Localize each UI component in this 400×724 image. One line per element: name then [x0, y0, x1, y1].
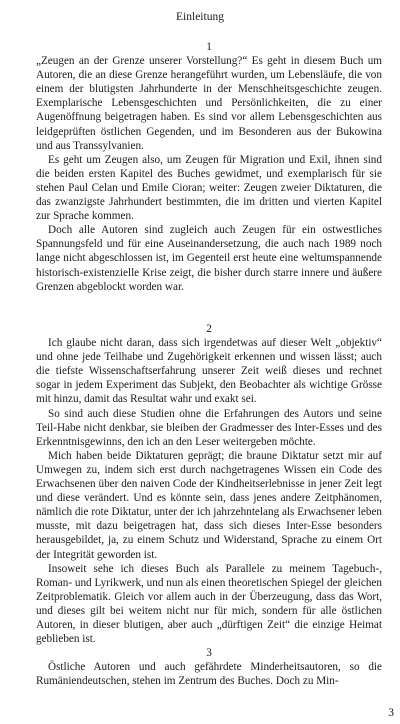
- running-head: Einleitung: [176, 11, 224, 23]
- paragraph: „Zeugen an der Grenze unserer Vorstellung?“ Es geht in diesem Buch um Autoren, die an diese Grenze herangeführt wurden, um Lebensläufe, die von einem der blutigsten Jahrhunderte in der Menschheitsgeschichte zeugen. Exemplarische Lebensgeschichten und Persönlichkeiten, die zu einer Augenöffnung beigetragen haben. Es sind vor allem Lebensgeschichten aus leidgeprüften östlichen Gegenden, und im Besonderen aus der Bukowina und aus Transsylvanien.: [36, 55, 382, 152]
- paragraph: Ich glaube nicht daran, dass sich irgendetwas auf dieser Welt „objektiv“ und ohne jede Teilhabe und Zugehörigkeit erkennen und wissen lässt; auch die tiefste Wissenschaftserfahrung unserer Zeit weiß dieses und rechnet sogar in jedem Experiment das Subjekt, den Beobachter als wichtige Grösse mit hinzu, damit das Resultat wahr und exakt sei.: [36, 337, 382, 406]
- paragraph: Mich haben beide Diktaturen geprägt; die braune Diktatur setzt mir auf Umwegen zu, indem sich erst durch nachgetragenes Wissen ein Code des Erwachsenen über den naiven Code der Kindheitserlebnisse in jener Zeit legt und diese verändert. Und es könnte sein, dass jenes andere Zeitphänomen, nämlich die rote Diktatur, unter der ich jahrzehntelang als Erwachsener leben musste, mit dazu beigetragen hat, dass sich dieses Inter-Esse besonders herausgebildet, ja, zu einem Schutz und Widerstand, Sprache zu einem Ort der Integrität geworden ist.: [36, 449, 382, 561]
- paragraph: Es geht um Zeugen also, um Zeugen für Migration und Exil, ihnen sind die beiden ersten Kapitel des Buches gewidmet, und exemplarisch für sie stehen Paul Celan und Emile Cioran; weiter: Zeugen zweier Diktaturen, die das zwanzigste Jahrhundert bestimmten, die im dritten und vierten Kapitel zur Sprache kommen.: [36, 153, 382, 223]
- paragraph: Doch alle Autoren sind zugleich auch Zeugen für ein ostwestliches Spannungsfeld und für eine Auseinandersetzung, die auch nach 1989 noch lange nicht abgeschlossen ist, im Gegenteil erst heute eine weltumspannende historisch-existenzielle Krise zeigt, die bisher durch starre innere und äußere Grenzen abgeblockt worden war.: [36, 224, 382, 293]
- section-1: [36, 40, 382, 294]
- section-number: 1: [206, 41, 212, 53]
- section-number: 2: [206, 323, 212, 335]
- paragraph: So sind auch diese Studien ohne die Erfahrungen des Autors und seine Teil-Habe nicht denkbar, sie bleiben der Gradmesser des Inter-Esses und des Erkenntnisgewinns, den ich an den Leser weitergeben möchte.: [36, 407, 382, 448]
- paragraph: Insoweit sehe ich dieses Buch als Parallele zu meinem Tagebuch-, Roman- und Lyrikwerk, und nun als einen theoretischen Spiegel der gleichen Zeitproblematik. Gleich vor allem auch in der Überzeugung, dass das Wort, und dieses gilt bei weitem nicht nur für mich, sondern für alle östlichen Autoren, in dieser blutigen, aber auch „dürftigen Zeit“ die einzige Heimat geblieben ist.: [36, 562, 382, 646]
- section-2: [36, 322, 382, 688]
- page-number: 3: [388, 707, 394, 719]
- section-number: 3: [206, 647, 212, 660]
- paragraph: Östliche Autoren und auch gefährdete Minderheitsautoren, so die Rumäniendeutschen, stehen im Zentrum des Buches. Doch zu Min-: [36, 661, 382, 688]
